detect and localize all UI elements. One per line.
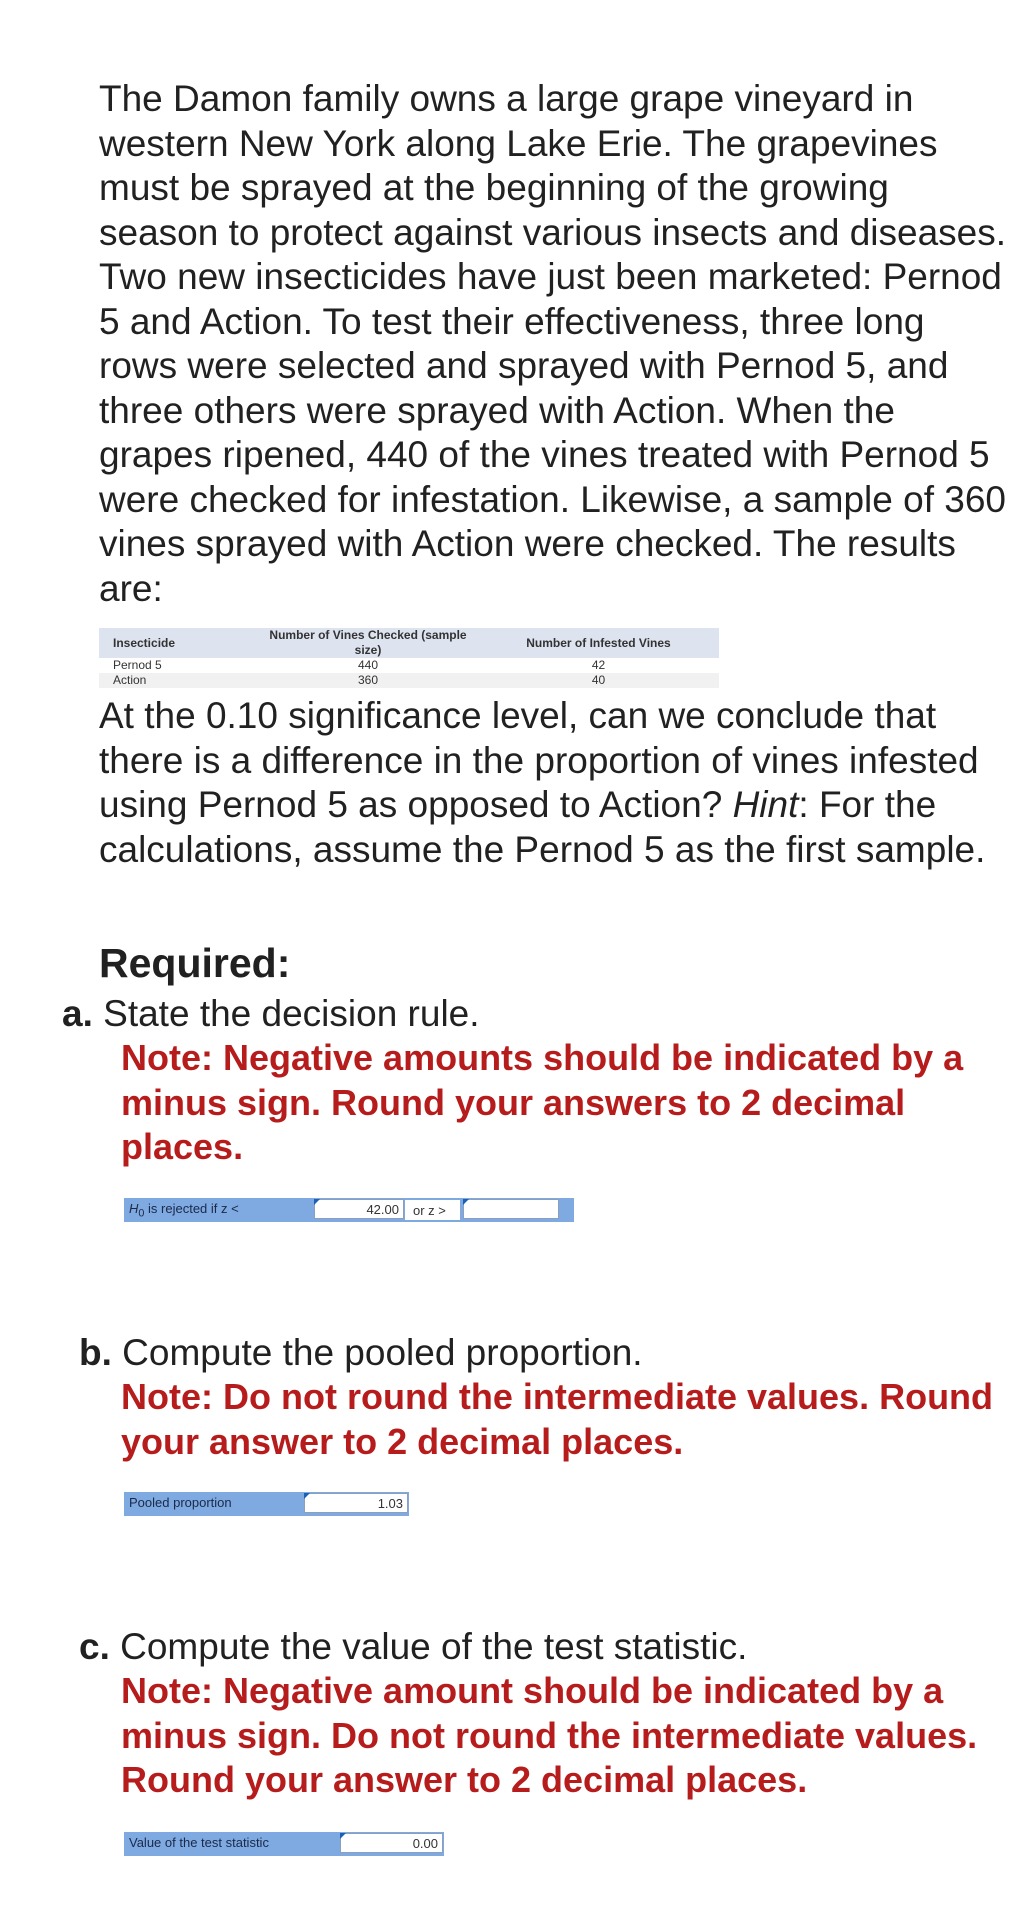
cell-vines-checked: 360 (258, 673, 478, 688)
question-before-hint: At the 0.10 significance level, can we conclude that there is a difference in the proportion of vines infested using Pernod 5 as opposed to Action? (99, 695, 979, 825)
part-c-letter: c. (79, 1626, 110, 1667)
decision-rule-row (124, 1198, 574, 1222)
test-statistic-label: Value of the test statistic (129, 1835, 269, 1850)
part-a-prompt (62, 992, 480, 1036)
part-a-letter: a. (62, 993, 93, 1034)
h-symbol: H (129, 1201, 139, 1216)
test-statistic-row (124, 1832, 444, 1856)
header-vines-checked: Number of Vines Checked (sample size) (258, 628, 478, 658)
cell-insecticide: Action (99, 673, 258, 688)
header-infested-vines: Number of Infested Vines (478, 628, 719, 658)
table-row (99, 658, 719, 673)
part-c-text: Compute the value of the test statistic. (109, 1626, 748, 1667)
required-heading: Required: (99, 940, 291, 986)
cell-infested-vines: 42 (478, 658, 719, 673)
upper-critical-value-input[interactable] (463, 1199, 559, 1219)
lower-critical-value-input[interactable]: 42.00 (314, 1199, 404, 1219)
decision-rule-label-text: is rejected if z < (144, 1201, 239, 1216)
table-row (99, 673, 719, 688)
decision-rule-label (129, 1201, 239, 1220)
question-after-hint: : For the calculations, assume the Pernod 5 as the first sample. (99, 784, 986, 870)
part-c-note: Note: Negative amount should be indicated by a minus sign. Do not round the intermediate values. Round your answer to 2 decimal places. (121, 1670, 978, 1800)
part-c-prompt (79, 1625, 747, 1669)
part-b-text: Compute the pooled proportion. (111, 1332, 643, 1373)
part-a-note: Note: Negative amounts should be indicated by a minus sign. Round your answers to 2 decimal places. (121, 1037, 964, 1167)
h-subscript: 0 (138, 1207, 145, 1220)
hint-word: Hint (732, 784, 799, 825)
pooled-proportion-input[interactable]: 1.03 (304, 1493, 408, 1513)
pooled-proportion-row (124, 1492, 409, 1516)
cell-insecticide: Pernod 5 (99, 658, 258, 673)
question-text (99, 694, 1009, 872)
problem-intro: The Damon family owns a large grape vineyard in western New York along Lake Erie. The grapevines must be sprayed at the beginning of the growing season to protect against various insects and diseases. Two new insecticides have just been marketed: Pernod 5 and Action. To test their effectiveness, three long rows were selected and sprayed with Pernod 5, and three others were sprayed with Action. When the grapes ripened, 440 of the vines treated with Pernod 5 were checked for infestation. Likewise, a sample of 360 vines sprayed with Action were checked. The results are: (99, 78, 1007, 609)
results-table (99, 628, 719, 688)
cell-vines-checked: 440 (258, 658, 478, 673)
test-statistic-input[interactable]: 0.00 (340, 1833, 443, 1853)
part-b-letter: b. (79, 1332, 112, 1373)
cell-infested-vines: 40 (478, 673, 719, 688)
header-insecticide: Insecticide (99, 628, 258, 658)
part-b-prompt (79, 1331, 643, 1375)
part-a-text: State the decision rule. (92, 993, 480, 1034)
table-header-row (99, 628, 719, 658)
or-z-label: or z > (405, 1200, 460, 1220)
part-b-note: Note: Do not round the intermediate values. Round your answer to 2 decimal places. (121, 1376, 994, 1462)
pooled-proportion-label: Pooled proportion (129, 1495, 232, 1510)
